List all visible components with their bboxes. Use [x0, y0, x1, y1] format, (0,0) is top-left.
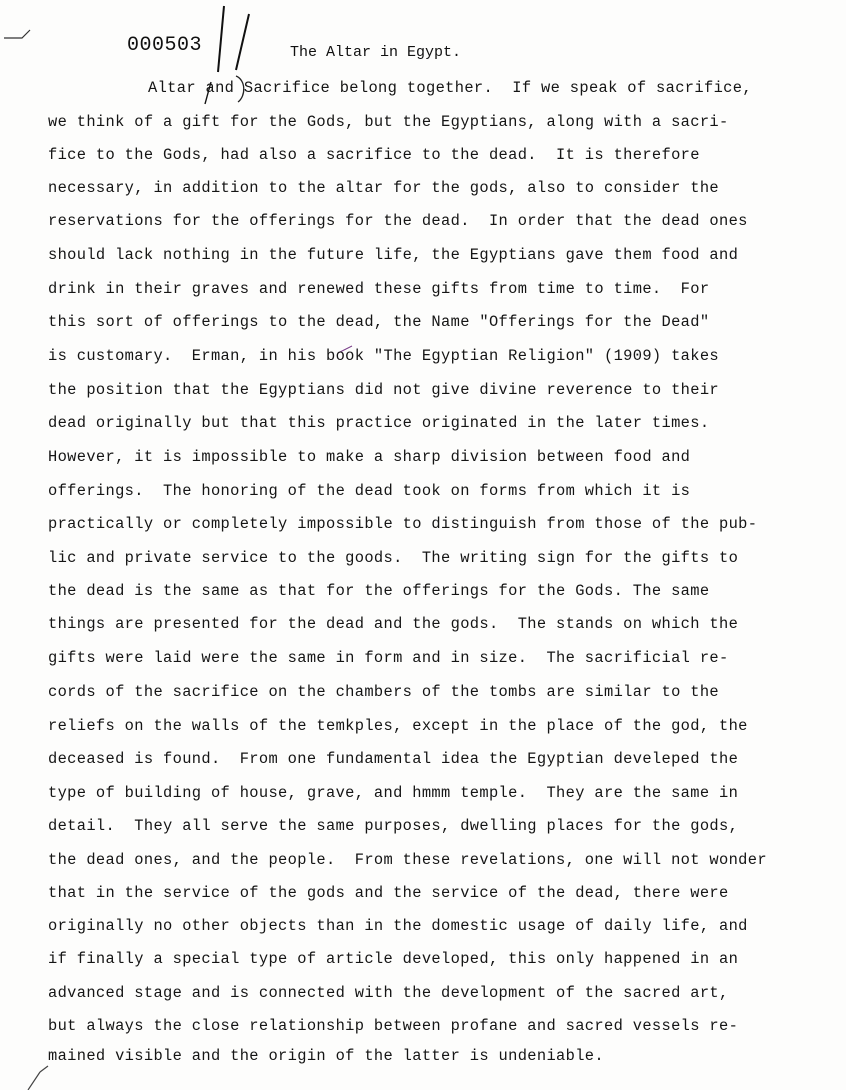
body-line: this sort of offerings to the dead, the Name "Offerings for the Dead" — [48, 313, 710, 331]
corner-crease-top-left — [4, 30, 30, 38]
body-line: things are presented for the dead and the gods. The stands on which the — [48, 615, 739, 633]
corner-crease-bottom-left — [28, 1066, 48, 1090]
body-line: cords of the sacrifice on the chambers of the tombs are similar to the — [48, 683, 720, 701]
body-line: advanced stage and is connected with the development of the sacred art, — [48, 984, 729, 1002]
body-line: fice to the Gods, had also a sacrifice to the dead. It is therefore — [48, 146, 700, 164]
body-line: we think of a gift for the Gods, but the Egyptians, along with a sacri- — [48, 113, 729, 131]
body-line: necessary, in addition to the altar for the gods, also to consider the — [48, 179, 720, 197]
body-line: the dead ones, and the people. From these revelations, one will not wonder — [48, 851, 767, 869]
body-line: is customary. Erman, in his book "The Egyptian Religion" (1909) takes — [48, 347, 720, 365]
body-line: if finally a special type of article developed, this only happened in an — [48, 950, 739, 968]
body-line: lic and private service to the goods. The writing sign for the gifts to — [48, 549, 739, 567]
body-line: Altar and Sacrifice belong together. If we speak of sacrifice, — [148, 79, 752, 97]
document-number: 000503 — [127, 34, 203, 57]
body-line: reliefs on the walls of the temkples, except in the place of the god, the — [48, 717, 748, 735]
body-line: However, it is impossible to make a sharp division between food and — [48, 448, 691, 466]
body-line: gifts were laid were the same in form and in size. The sacrificial re- — [48, 649, 729, 667]
body-line: offerings. The honoring of the dead took on forms from which it is — [48, 482, 691, 500]
page-title: The Altar in Egypt. — [290, 44, 462, 61]
body-line: should lack nothing in the future life, the Egyptians gave them food and — [48, 246, 739, 264]
body-line: type of building of house, grave, and hmmm temple. They are the same in — [48, 784, 739, 802]
body-line: practically or completely impossible to distinguish from those of the pub- — [48, 515, 758, 533]
body-line: reservations for the offerings for the dead. In order that the dead ones — [48, 212, 748, 230]
body-line: the position that the Egyptians did not give divine reverence to their — [48, 381, 720, 399]
body-line: the dead is the same as that for the offerings for the Gods. The same — [48, 582, 710, 600]
pen-slash-mark-2 — [236, 14, 249, 70]
body-line: dead originally but that this practice originated in the later times. — [48, 414, 710, 432]
body-line: originally no other objects than in the domestic usage of daily life, and — [48, 917, 748, 935]
body-line: mained visible and the origin of the latter is undeniable. — [48, 1047, 604, 1065]
body-line: deceased is found. From one fundamental idea the Egyptian develeped the — [48, 750, 739, 768]
body-line: but always the close relationship between profane and sacred vessels re- — [48, 1017, 739, 1035]
body-line: detail. They all serve the same purposes, dwelling places for the gods, — [48, 817, 739, 835]
pen-slash-mark-1 — [218, 6, 224, 72]
body-line: drink in their graves and renewed these gifts from time to time. For — [48, 280, 710, 298]
body-line: that in the service of the gods and the service of the dead, there were — [48, 884, 729, 902]
